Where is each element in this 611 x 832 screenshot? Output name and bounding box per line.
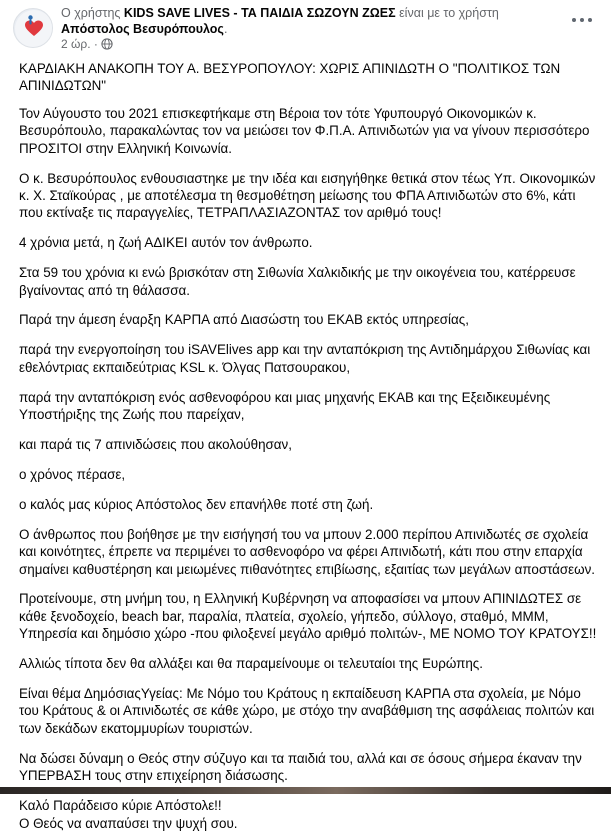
post-attribution (61, 5, 561, 37)
more-options-icon (580, 18, 584, 22)
tagged-user-link[interactable]: Απόστολος Βεσυρόπουλος (61, 22, 224, 36)
kids-save-lives-logo-icon (14, 9, 53, 48)
post-paragraph: Να δώσει δύναμη ο Θεός στην σύζυγο και τα παιδιά του, αλλά και σε όσους σήμερα έκαναν την ΥΠΕΡΒΑΣΗ τους στην επιχείρηση διάσωσης. (19, 750, 582, 784)
post-headline: ΚΑΡΔΙΑΚΗ ΑΝΑΚΟΠΗ ΤΟΥ Α. ΒΕΣΥΡΟΠΟΥΛΟΥ: ΧΩΡΙΣ ΑΠΙΝΙΔΩΤΗ Ο "ΠΟΛΙΤΙΚΟΣ ΤΩΝ ΑΠΙΝΙΔΩΤΩΝ" (19, 61, 561, 94)
post-paragraph: Καλό Παράδεισο κύριε Απόστολε!! (19, 798, 222, 814)
attribution-prefix: Ο χρήστης (61, 6, 124, 20)
page-avatar[interactable] (13, 8, 53, 48)
post-photo[interactable] (0, 787, 611, 794)
post-paragraph: παρά την ενεργοποίηση του iSAVElives app και την ανταπόκριση της Αντιδημάρχου Σιθωνίας και εθελόντριας εκπαιδεύτριας KSL κ. Όλγας Πατσουρακου, (19, 342, 591, 375)
more-options-icon (588, 18, 592, 22)
page-name-link[interactable]: KIDS SAVE LIVES - ΤΑ ΠΑΙΔΙΑ ΣΩΖΟΥΝ ΖΩΕΣ (123, 6, 396, 20)
attribution-suffix: . (223, 22, 228, 36)
post-paragraph: ο χρόνος πέρασε, (19, 466, 126, 482)
post-header (0, 0, 611, 56)
post-paragraph: Ο Θεός να αναπαύσει την ψυχή σου. (19, 815, 238, 831)
post-meta (61, 37, 113, 51)
attribution-middle: είναι με το χρήστη (395, 6, 499, 20)
public-globe-icon (101, 38, 113, 50)
meta-separator: · (93, 37, 98, 51)
post-paragraph: παρά την ανταπόκριση ενός ασθενοφόρου και μιας μηχανής ΕΚΑΒ και της Εξειδικευμένης Υποστήριξης της Ζωής που παρείχαν, (19, 389, 551, 423)
post-paragraph: και παρά τις 7 απινιδώσεις που ακολούθησαν, (19, 437, 292, 452)
post-text (19, 60, 597, 832)
post-paragraph: 4 χρόνια μετά, η ζωή ΑΔΙΚΕΙ αυτόν τον άνθρωπο. (19, 235, 313, 251)
post-paragraph: ο καλός μας κύριος Απόστολος δεν επανήλθε ποτέ στη ζωή. (19, 496, 374, 512)
more-options-icon (572, 18, 576, 22)
post-paragraph: Αλλιώς τίποτα δεν θα αλλάξει και θα παραμείνουμε οι τελευταίοι της Ευρώπης. (19, 656, 483, 672)
post-paragraph: Προτείνουμε, στη μνήμη του, η Ελληνική Κυβέρνηση να αποφασίσει να μπουν ΑΠΙΝΙΔΩΤΕΣ σε κάθε ξενοδοχείο, beach bar, παραλία, πλατεία, σχολείο, γήπεδο, σύλλογο, σταθμό, ΜΜΜ, Υπηρεσία και δημόσιο χώρο -που φιλοξενεί μεγάλο αριθμό πολιτών-, ΜΕ ΝΟΜΟ ΤΟΥ ΚΡΑΤΟΥΣ!! (19, 591, 597, 642)
post-paragraph: Παρά την άμεση έναρξη ΚΑΡΠΑ από Διασώστη του ΕΚΑΒ εκτός υπηρεσίας, (19, 312, 469, 328)
more-options-button[interactable] (566, 9, 598, 31)
post-paragraph: Ο κ. Βεσυρόπουλος ενθουσιαστηκε με την ιδέα και εισηγήθηκε θετικά στον τέως Υπ. Οικονομικών κ. Χ. Σταϊκούρας , με αποτέλεσμα τη θεσμοθέτηση μείωσης του ΦΠΑ Απινιδωτών στο 6%, κάτι που εκτίναξε τις παραγγελίες, ΤΕΤΡΑΠΛΑΣΙΑΖΟΝΤΑΣ τον αριθμό τους! (19, 170, 596, 221)
post-paragraph: Είναι θέμα ΔημόσιαςΥγείας: Με Νόμο του Κράτους η εκπαίδευση ΚΑΡΠΑ στα σχολεία, με Νόμο του Κράτους & οι Απινιδωτές σε κάθε χώρο, με στόχο την αναβάθμιση της ασφάλειας πολιτών και των δεκάδων εκατομμυρίων τουριστών. (19, 686, 595, 736)
post-timestamp[interactable]: 2 ώρ. (61, 37, 91, 51)
post-paragraph: Στα 59 του χρόνια κι ενώ βρισκόταν στη Σιθωνία Χαλκιδικής με την οικογένεια του, κατέρρευσε βγαίνοντας από τη θάλασσα. (19, 265, 576, 298)
post-paragraph: Τον Αύγουστο του 2021 επισκεφτήκαμε στη Βέροια τον τότε Υφυπουργό Οικονομικών κ. Βεσυρόπουλο, παρακαλώντας τον να μειώσει τον Φ.Π.Α. Απινιδωτών για να γίνουν περισσότερο ΠΡΟΣΙΤΟΙ στην Ελληνική Κοινωνία. (19, 105, 590, 156)
post-paragraph: Ο άνθρωπος που βοήθησε με την εισήγησή του να μπουν 2.000 περίπου Απινιδωτές σε σχολεία και κοινότητες, έπρεπε να περιμένει το ασθενοφόρο να φέρει Απινιδωτή, κάτι που στην επαρχία σημαίνει καθυστέρηση και μειωμένες πιθανότητες επιβίωσης, εξαιτίας των μεγάλων αποστάσεων. (19, 526, 596, 577)
